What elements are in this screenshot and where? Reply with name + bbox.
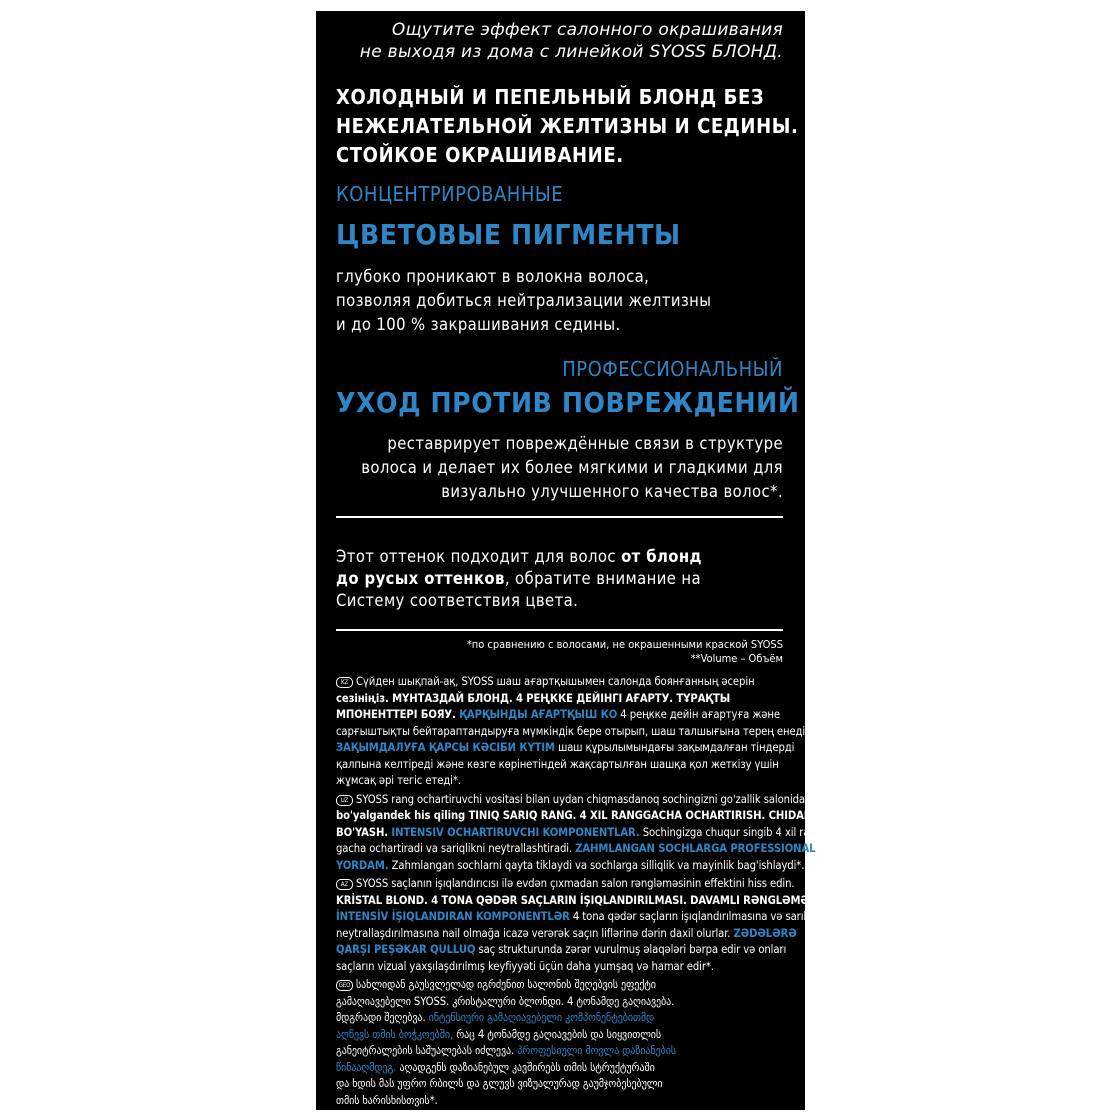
shade-line bbox=[336, 546, 783, 568]
lang-line bbox=[336, 977, 783, 994]
lang-line bbox=[336, 909, 825, 926]
lang-line bbox=[336, 876, 795, 893]
lang-line bbox=[336, 707, 783, 724]
lang-line bbox=[336, 674, 783, 691]
lang-text: აღადგენს დაზიანებულ კავშირებს თმის სტრუქტურაში bbox=[396, 1060, 655, 1074]
headline-line: НЕЖЕЛАТЕЛЬНОЙ ЖЕЛТИЗНЫ И СЕДИНЫ. bbox=[336, 114, 799, 138]
lang-block-az bbox=[336, 876, 825, 975]
lang-line: KRİSTAL BLOND. 4 TONA QƏDƏR SAÇLARIN İŞIQLANDIRILMASI. DAVAMLI RƏNGLƏMƏ. bbox=[336, 893, 813, 907]
lang-text: სახლიდან გაუსვლელად იგრძენით სალონის შეღებვის ეფექტი bbox=[356, 978, 656, 991]
lang-highlight: პროფესიული მოვლა დაზიანების bbox=[517, 1044, 676, 1057]
body-line: и до 100 % закрашивания седины. bbox=[336, 315, 621, 334]
care-kicker: ПРОФЕССИОНАЛЬНЫЙ bbox=[562, 357, 783, 381]
lang-text: saç strukturunda zərər vurulmuş əlaqələri bərpa edir və onları bbox=[475, 943, 787, 956]
product-info-panel bbox=[316, 11, 826, 1110]
lang-text: Sochingizga chuqur singib 4 xil rang- bbox=[639, 825, 826, 839]
az-flag-icon: AZ bbox=[336, 879, 353, 890]
headline-line: ХОЛОДНЫЙ И ПЕПЕЛЬНЫЙ БЛОНД БЕЗ bbox=[336, 85, 765, 109]
lang-line: жұмсақ әрі тегіс етеді*. bbox=[336, 774, 461, 787]
lang-line bbox=[336, 740, 795, 757]
kz-flag-icon: KZ bbox=[336, 677, 353, 688]
lang-line bbox=[336, 841, 816, 858]
lang-text: განეიტრალების საშუალებას იძლევა. bbox=[336, 1044, 518, 1057]
intro-line: Ощутите эффект салонного окрашивания bbox=[391, 20, 783, 40]
shade-line: Систему соответствия цвета. bbox=[336, 591, 579, 610]
lang-text: МПОНЕНТТЕРІ БОЯУ. bbox=[336, 708, 460, 721]
headline bbox=[336, 83, 799, 170]
lang-text: SYOSS saçlanın işıqlandırıcısı ilə evdən çıxmadan salon rəngləməsinin effektini hiss edin. bbox=[356, 877, 795, 890]
body-line: позволяя добиться нейтрализации желтизны bbox=[336, 291, 712, 310]
lang-line bbox=[336, 825, 826, 842]
lang-block-kz bbox=[336, 674, 809, 790]
lang-highlight: ZAHMLANGAN SOCHLARGA PROFESSIONAL bbox=[575, 842, 816, 855]
lang-line: თმის ხარისხისთვის*. bbox=[336, 1093, 438, 1107]
uz-flag-icon: UZ bbox=[336, 795, 353, 806]
lang-text: Сүйден шықпай-ақ, SYOSS шаш ағартқышымен салонда боянғанның әсерін bbox=[356, 675, 755, 688]
lang-text: Zahmlangan sochlarni qayta tiklaydi va sochlarga silliqlik va mayinlik bag'ishlaydi*. bbox=[388, 858, 805, 872]
body-line: волоса и делает их более мягкими и гладкими для bbox=[361, 458, 783, 477]
shade-emphasis: до русых оттенков bbox=[336, 569, 505, 588]
care-title: УХОД ПРОТИВ ПОВРЕЖДЕНИЙ bbox=[336, 386, 800, 419]
shade-text: Этот оттенок подходит для волос bbox=[336, 547, 622, 566]
shade-line bbox=[336, 568, 783, 590]
lang-highlight: ZƏDƏLƏRƏ bbox=[733, 926, 797, 940]
shade-emphasis: от блонд bbox=[621, 547, 702, 566]
lang-line: bo'yalgandek his qiling TINIQ SARIQ RANG. 4 XIL RANGGACHA OCHARTIRISH. CHIDAMLI bbox=[336, 809, 824, 822]
lang-line bbox=[336, 1010, 783, 1027]
care-body bbox=[336, 432, 783, 504]
lang-text: 4 tona qədər saçların işıqlandırılmasına və sarılığın bbox=[569, 910, 825, 923]
lang-highlight: QARŞI PEŞƏKAR QULLUQ bbox=[336, 943, 476, 956]
lang-text: რაც 4 ტონამდე გაღიავების და სიყვითლის bbox=[453, 1027, 662, 1041]
lang-line bbox=[336, 942, 787, 959]
divider bbox=[336, 629, 783, 631]
lang-line: қалпына келтіреді және көзге көрінетіндей жақсартылған шашқа қол жеткізу үшін bbox=[336, 757, 779, 771]
lang-block-uz bbox=[336, 792, 826, 875]
lang-line: saçların vizual yaxşılaşdırılmış keyfiyyəti üçün daha yumşaq və hamar edir*. bbox=[336, 959, 714, 973]
lang-line: сарғыштықты бейтараптандыруға мүмкіндік бере отырып, шаш талшығына терең енеді. bbox=[336, 724, 809, 738]
lang-line bbox=[336, 1060, 783, 1077]
lang-highlight: წინააღმდეგ. bbox=[336, 1060, 397, 1074]
lang-text: 4 реңкке дейін ағартуға және bbox=[617, 708, 780, 721]
lang-line bbox=[336, 1043, 783, 1060]
footnote: **Volume – Объём bbox=[690, 652, 783, 665]
lang-line bbox=[336, 926, 797, 943]
lang-block-ge bbox=[336, 977, 783, 1109]
footnotes bbox=[336, 638, 783, 666]
lang-text: SYOSS rang ochartiruvchi vositasi bilan uydan chiqmasdanoq sochingizni go'zallik salonida bbox=[356, 792, 805, 806]
lang-highlight: ინტენსიური გამაღიავებელი კომპონენტებითმდ bbox=[428, 1011, 655, 1024]
lang-text: neytrallaşdırılmasına nail olmağa icazə verərək saçın liflərinə dərin daxil olurlar. bbox=[336, 926, 734, 940]
shade-text: , обратите внимание на bbox=[504, 569, 701, 588]
footnote: *по сравнению с волосами, не окрашенными краской SYOSS bbox=[466, 638, 783, 651]
divider bbox=[336, 516, 783, 518]
lang-text: BO'YASH. bbox=[336, 825, 392, 839]
intro-line: не выходя из дома с линейкой SYOSS БЛОНД. bbox=[359, 42, 783, 62]
lang-highlight: İNTENSİV İŞIQLANDIRAN KOMPONENTLƏR bbox=[336, 910, 570, 923]
lang-line: сезініңіз. МҰНТАЗДАЙ БЛОНД. 4 РЕҢККЕ ДЕЙІНГІ АҒАРТУ. ТҰРАҚТЫ bbox=[336, 691, 731, 705]
lang-line: გამაღიავებელი SYOSS. კრისტალური ბლონდი. 4 ტონამდე გაღიავება. bbox=[336, 994, 675, 1008]
translations bbox=[336, 674, 826, 1111]
pigments-body bbox=[336, 265, 783, 337]
body-line: глубоко проникают в волокна волоса, bbox=[336, 267, 650, 286]
shade-note bbox=[336, 546, 783, 612]
lang-line bbox=[336, 1027, 783, 1044]
geo-flag-icon: GEO bbox=[336, 980, 353, 991]
lang-highlight: აღწევს თმის ბოჭკოებში, bbox=[336, 1027, 454, 1041]
lang-highlight: INTENSIV OCHARTIRUVCHI KOMPONENTLAR. bbox=[391, 825, 640, 839]
lang-line bbox=[336, 858, 805, 875]
lang-text: მდგრადი შეღებვა. bbox=[336, 1011, 429, 1024]
lang-line bbox=[336, 792, 805, 809]
pigments-kicker: КОНЦЕНТРИРОВАННЫЕ bbox=[336, 182, 564, 206]
intro-text bbox=[336, 19, 783, 63]
pigments-title: ЦВЕТОВЫЕ ПИГМЕНТЫ bbox=[336, 218, 681, 251]
lang-highlight: YORDAM. bbox=[336, 858, 389, 872]
body-line: реставрирует повреждённые связи в структуре bbox=[387, 434, 783, 453]
lang-line: და ხდის მას უფრო რბილს და გლუვს ვიზუალურად გაუმჯობესებული bbox=[336, 1077, 663, 1090]
lang-text: шаш құрылымындағы зақымдалған тіндерді bbox=[554, 741, 795, 754]
body-line: визуально улучшенного качества волос*. bbox=[441, 482, 783, 501]
lang-highlight: ҚАРҚЫНДЫ АҒАРТҚЫШ КО bbox=[459, 708, 618, 721]
lang-text: gacha ochartiradi va sariqlikni neytrallashtiradi. bbox=[336, 842, 576, 855]
lang-highlight: ЗАҚЫМДАЛУҒА ҚАРСЫ КӘСІБИ КҮТІМ bbox=[336, 741, 555, 754]
headline-line: СТОЙКОЕ ОКРАШИВАНИЕ. bbox=[336, 143, 624, 167]
